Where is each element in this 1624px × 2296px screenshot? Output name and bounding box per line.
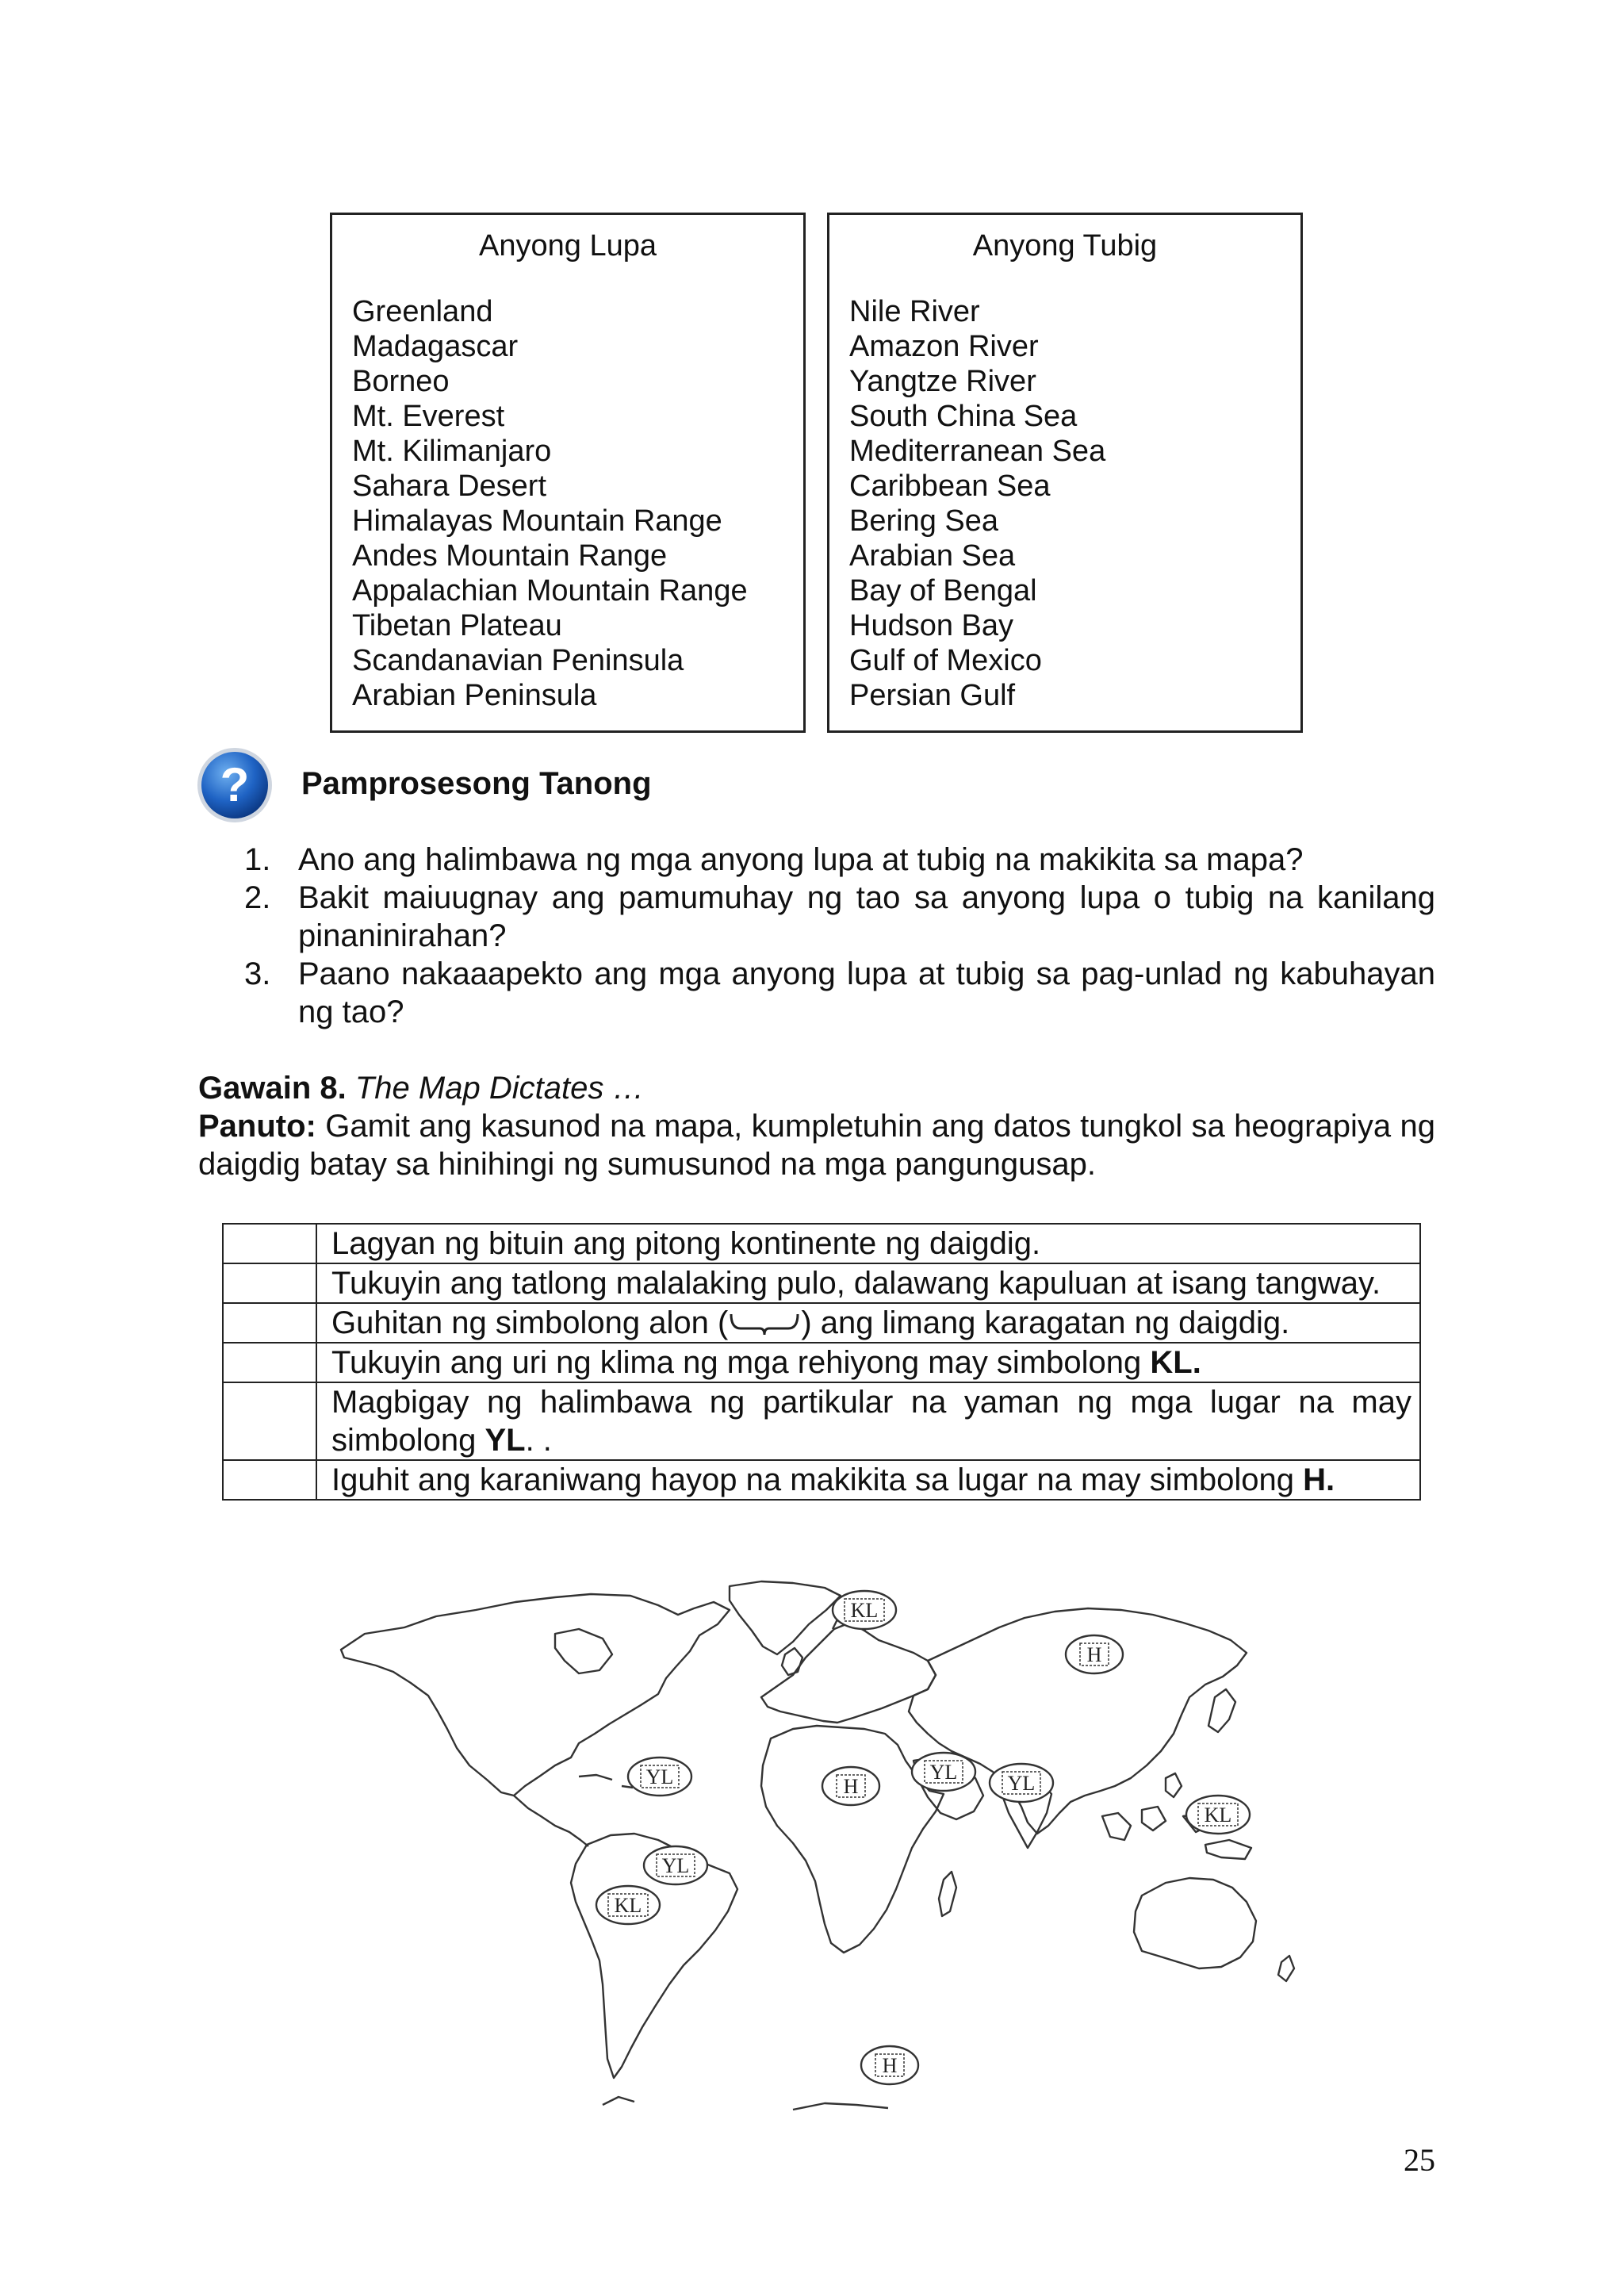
symbol-label: H. (1303, 1462, 1335, 1497)
new-guinea-outline (1205, 1840, 1251, 1859)
symbol-label: YL (485, 1423, 526, 1458)
australia-outline (1134, 1878, 1256, 1968)
task-cell (316, 1343, 1420, 1382)
question-text: Bakit maiuugnay ang pamumuhay ng tao sa anyong lupa o tubig na kanilang pinaninirahan? (298, 880, 1435, 953)
madagascar-outline (939, 1872, 956, 1916)
list-item: Greenland (352, 295, 493, 328)
task-cell (316, 1303, 1420, 1343)
task-text: Guhitan ng simbolong alon ( (331, 1305, 729, 1340)
task-text: . . (525, 1423, 552, 1458)
list-item: Caribbean Sea (849, 470, 1051, 503)
list-item: Mt. Everest (352, 400, 505, 433)
task-cell (316, 1460, 1420, 1500)
table-row (223, 1224, 1420, 1263)
instructions (198, 1107, 1435, 1183)
question-number: 3. (244, 956, 271, 991)
list-item: Persian Gulf (849, 679, 1016, 712)
anyong-tubig-box (827, 213, 1303, 733)
map-symbol-kl (833, 1591, 896, 1629)
symbol-text: YL (645, 1765, 674, 1788)
list-item: South China Sea (849, 400, 1078, 433)
list-item (238, 955, 1435, 1031)
hudson-bay-outline (555, 1629, 612, 1673)
list-item: Appalachian Mountain Range (352, 574, 748, 608)
activity-title (198, 1069, 644, 1107)
anyong-lupa-box (330, 213, 806, 733)
symbol-text: YL (661, 1854, 690, 1877)
task-text: Magbigay ng halimbawa ng partikular na yaman ng mga lugar na may simbolong (331, 1385, 1411, 1458)
svg-text:?: ? (220, 758, 250, 811)
list-item: Sahara Desert (352, 470, 547, 503)
activity-table (222, 1223, 1421, 1501)
symbol-text: H (843, 1775, 859, 1798)
map-symbol-yl (912, 1753, 975, 1791)
task-cell: Lagyan ng bituin ang pitong kontinente ng daigdig. (316, 1224, 1420, 1263)
answer-cell[interactable] (223, 1382, 316, 1460)
anyong-lupa-title: Anyong Lupa (479, 229, 657, 263)
map-symbol-kl (1186, 1796, 1250, 1834)
task-text: ) ang limang karagatan ng daigdig. (801, 1305, 1290, 1340)
instructions-label: Panuto: (198, 1109, 316, 1144)
list-item: Bay of Bengal (849, 574, 1037, 608)
new-zealand-outline (1278, 1956, 1294, 1981)
symbol-text: H (1086, 1643, 1102, 1666)
list-item: Arabian Peninsula (352, 679, 597, 712)
japan-outline (1208, 1689, 1235, 1732)
list-item: Madagascar (352, 330, 519, 363)
task-cell (316, 1382, 1420, 1460)
table-row (223, 1343, 1420, 1382)
map-symbol-h (1066, 1635, 1123, 1673)
antarctica-outline (603, 2097, 888, 2110)
map-symbol-h (822, 1767, 879, 1805)
symbol-text: KL (1204, 1803, 1232, 1826)
symbol-text: KL (850, 1599, 879, 1622)
symbol-text: YL (1007, 1772, 1036, 1795)
list-item: Yangtze River (849, 365, 1036, 398)
task-text: Iguhit ang karaniwang hayop na makikita sa lugar na may simbolong (331, 1462, 1304, 1497)
list-item: Mt. Kilimanjaro (352, 435, 552, 468)
anyong-lupa-list (352, 294, 748, 713)
map-symbol-yl (628, 1757, 691, 1796)
list-item: Hudson Bay (849, 609, 1014, 642)
central-america-outline (514, 1796, 588, 1846)
answer-cell[interactable] (223, 1263, 316, 1303)
symbol-label: KL. (1150, 1345, 1201, 1380)
question-number: 1. (244, 842, 271, 877)
map-symbol-kl (596, 1886, 660, 1924)
map-symbol-yl (990, 1764, 1053, 1802)
symbol-text: KL (614, 1894, 642, 1917)
answer-cell[interactable] (223, 1460, 316, 1500)
question-icon (195, 746, 274, 825)
table-row (223, 1460, 1420, 1500)
list-item: Mediterranean Sea (849, 435, 1106, 468)
map-symbol-yl (644, 1846, 707, 1884)
symbol-text: H (882, 2054, 898, 2077)
list-item: Amazon River (849, 330, 1039, 363)
answer-cell[interactable] (223, 1343, 316, 1382)
question-text: Paano nakaaapekto ang mga anyong lupa at tubig sa pag-unlad ng kabuhayan ng tao? (298, 956, 1435, 1029)
list-item: Andes Mountain Range (352, 539, 668, 573)
symbol-text: YL (929, 1761, 958, 1784)
wave-symbol-icon (728, 1311, 801, 1338)
instructions-text: Gamit ang kasunod na mapa, kumpletuhin ang datos tungkol sa heograpiya ng daigdig batay sa hinihingi ng sumusunod na mga pangungusap. (198, 1109, 1435, 1182)
activity-name: The Map Dictates … (354, 1071, 645, 1106)
question-list (238, 841, 1435, 1031)
anyong-tubig-list (849, 294, 1105, 713)
list-item (238, 841, 1435, 879)
list-item: Himalayas Mountain Range (352, 504, 722, 538)
question-text: Ano ang halimbawa ng mga anyong lupa at tubig na makikita sa mapa? (298, 842, 1304, 877)
list-item: Gulf of Mexico (849, 644, 1042, 677)
list-item: Nile River (849, 295, 980, 328)
british-isles-outline (782, 1648, 802, 1675)
question-number: 2. (244, 880, 271, 915)
greenland-outline (730, 1581, 841, 1654)
world-map (317, 1578, 1332, 2118)
list-item: Bering Sea (849, 504, 999, 538)
activity-label: Gawain 8. (198, 1071, 347, 1106)
list-item: Arabian Sea (849, 539, 1016, 573)
task-cell: Tukuyin ang tatlong malalaking pulo, dalawang kapuluan at isang tangway. (316, 1263, 1420, 1303)
list-item: Scandanavian Peninsula (352, 644, 684, 677)
task-text: Tukuyin ang uri ng klima ng mga rehiyong may simbolong (331, 1345, 1151, 1380)
list-item: Tibetan Plateau (352, 609, 562, 642)
table-row (223, 1303, 1420, 1343)
table-row (223, 1263, 1420, 1303)
table-row (223, 1382, 1420, 1460)
section-heading: Pamprosesong Tanong (301, 766, 652, 801)
anyong-tubig-title: Anyong Tubig (972, 229, 1158, 263)
list-item (238, 879, 1435, 955)
caribbean-islands-outline (579, 1775, 633, 1788)
map-symbol-h (861, 2046, 918, 2084)
list-item: Borneo (352, 365, 450, 398)
page-number: 25 (1404, 2142, 1435, 2178)
answer-cell[interactable] (223, 1224, 316, 1263)
answer-cell[interactable] (223, 1303, 316, 1343)
